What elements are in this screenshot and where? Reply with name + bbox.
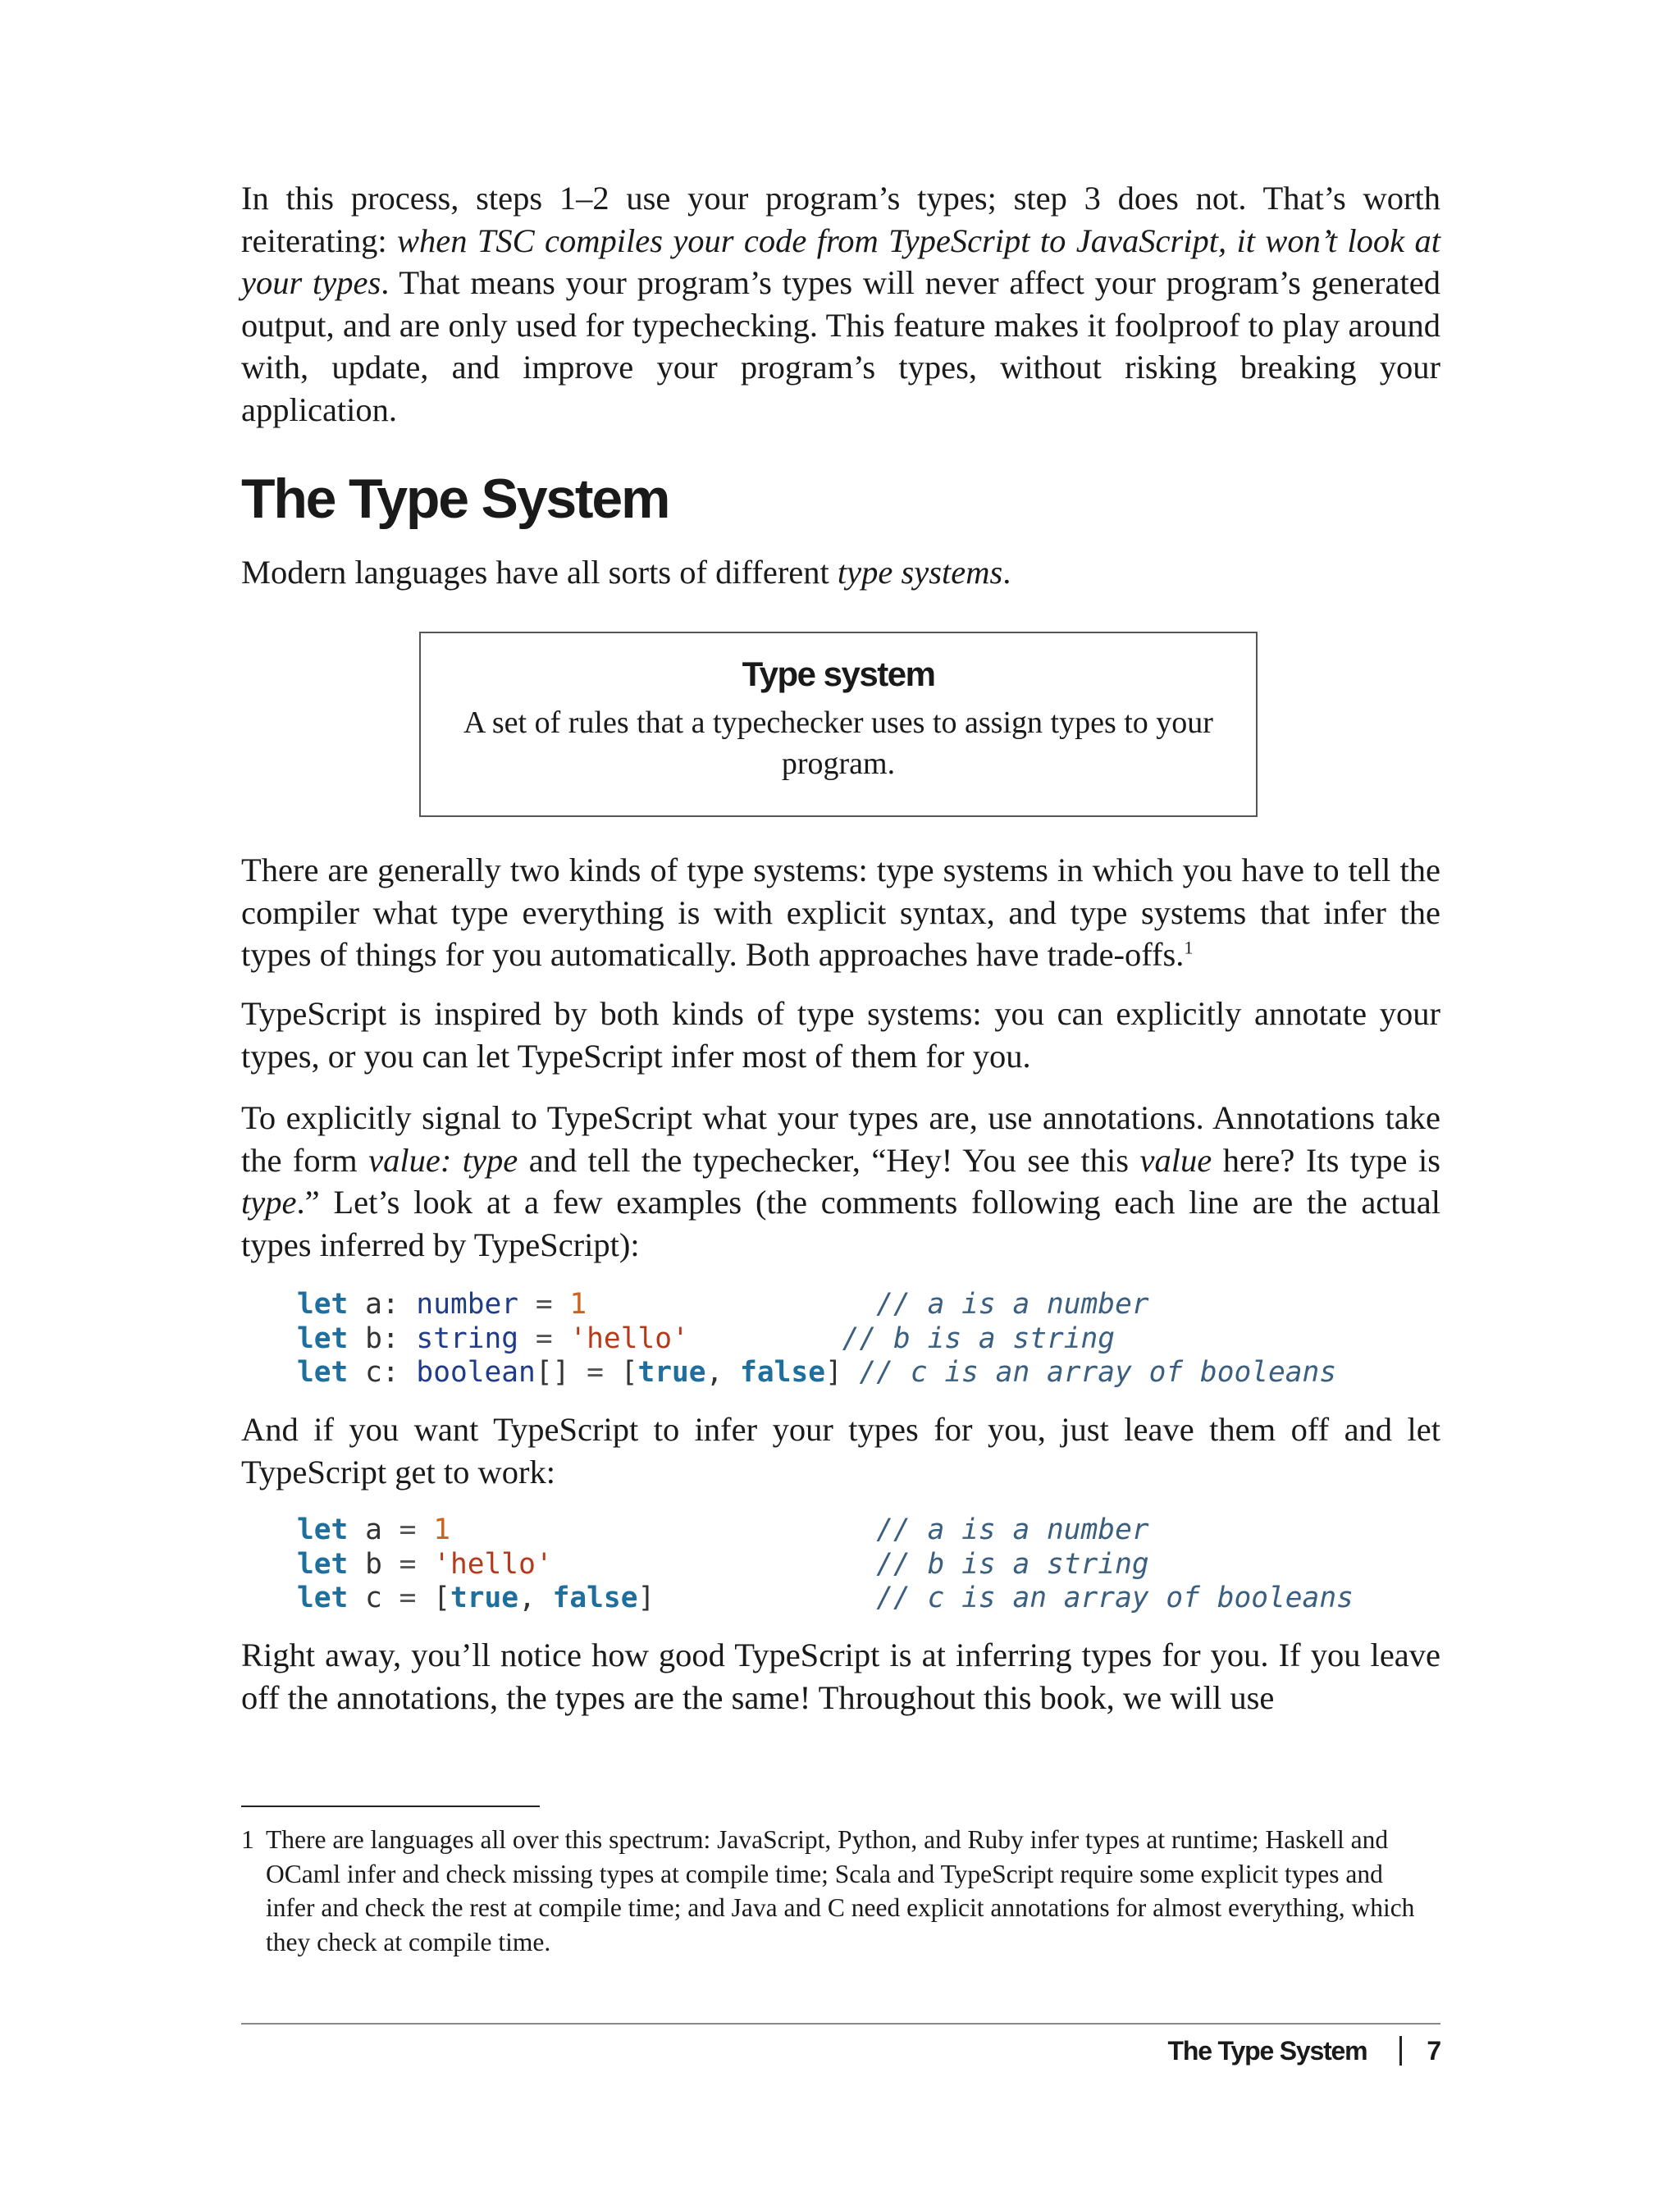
right-away-paragraph: Right away, you’ll notice how good TypeScript is at inferring types for you. If you leave off the annotations, the types are the same! Throughout this book, we will use: [241, 1637, 1440, 1716]
footnote: [241, 1823, 1440, 1959]
section-title: The Type System: [241, 468, 669, 530]
footnote-number: 1: [241, 1825, 254, 1854]
code-block-inferred: let a = 1 // a is a number let b = 'hello' // b is a string let c = [true, false] // c is an array of booleans: [297, 1513, 1354, 1614]
kinds-paragraph: There are generally two kinds of type systems: type systems in which you have to tell the compiler what type everything is with explicit syntax, and type systems that infer the types of things for you automatically. Both approaches have trade-offs.$^1$: [241, 851, 1440, 973]
footer-section-title: The Type System: [1167, 2036, 1367, 2066]
infer-paragraph: And if you want TypeScript to infer your types for you, just leave them off and let TypeScript get to work:: [241, 1411, 1440, 1491]
definition-box: [419, 632, 1258, 817]
modern-paragraph: Modern languages have all sorts of different type systems.: [241, 554, 1011, 591]
footer-separator: [1399, 2036, 1402, 2066]
definition-term: Type system: [742, 655, 935, 693]
code-block-explicit: let a: number = 1 // a is a number let b: string = 'hello' // b is a string let c: boolean[] = [true, false] // c is an array of booleans: [297, 1288, 1337, 1389]
intro-paragraph: In this process, steps 1–2 use your program’s types; step 3 does not. That’s worth reiterating: when TSC compiles your code from TypeScript to JavaScript, it won’t look at your types. That means your program’s types will never affect your program’s generated output, and are only used for typechecking. This feature makes it foolproof to play around with, update, and improve your program’s types, without risking breaking your application.: [241, 180, 1441, 428]
footnote-text: There are languages all over this spectrum: JavaScript, Python, and Ruby infer types at runtime; Haskell and OCaml infer and check missing types at compile time; Scala and TypeScript require some explicit types and infer and check the rest at compile time; and Java and C need explicit annotations for almost everything, which they check at compile time.: [266, 1825, 1415, 1956]
page-number: 7: [1427, 2036, 1440, 2066]
definition-text: A set of rules that a typechecker uses to assign types to your program.: [463, 705, 1213, 781]
annotations-paragraph: To explicitly signal to TypeScript what your types are, use annotations. Annotations take the form value: type and tell the typechecker, “Hey! You see this value here? Its type is type.” Let’s look at a few examples (the comments following each line are the actual types inferred by TypeScript):: [241, 1099, 1440, 1263]
running-footer: [1168, 2032, 1440, 2070]
footnote-divider: [241, 1806, 540, 1807]
footer-divider: [241, 2023, 1440, 2025]
ts-paragraph: TypeScript is inspired by both kinds of type systems: you can explicitly annotate your types, or you can let TypeScript infer most of them for you.: [241, 995, 1440, 1075]
footnote-ref[interactable]: 1: [1184, 937, 1194, 958]
intro-emphasis: when TSC compiles your code from TypeScript to JavaScript, it won’t look at your types: [241, 221, 1441, 301]
